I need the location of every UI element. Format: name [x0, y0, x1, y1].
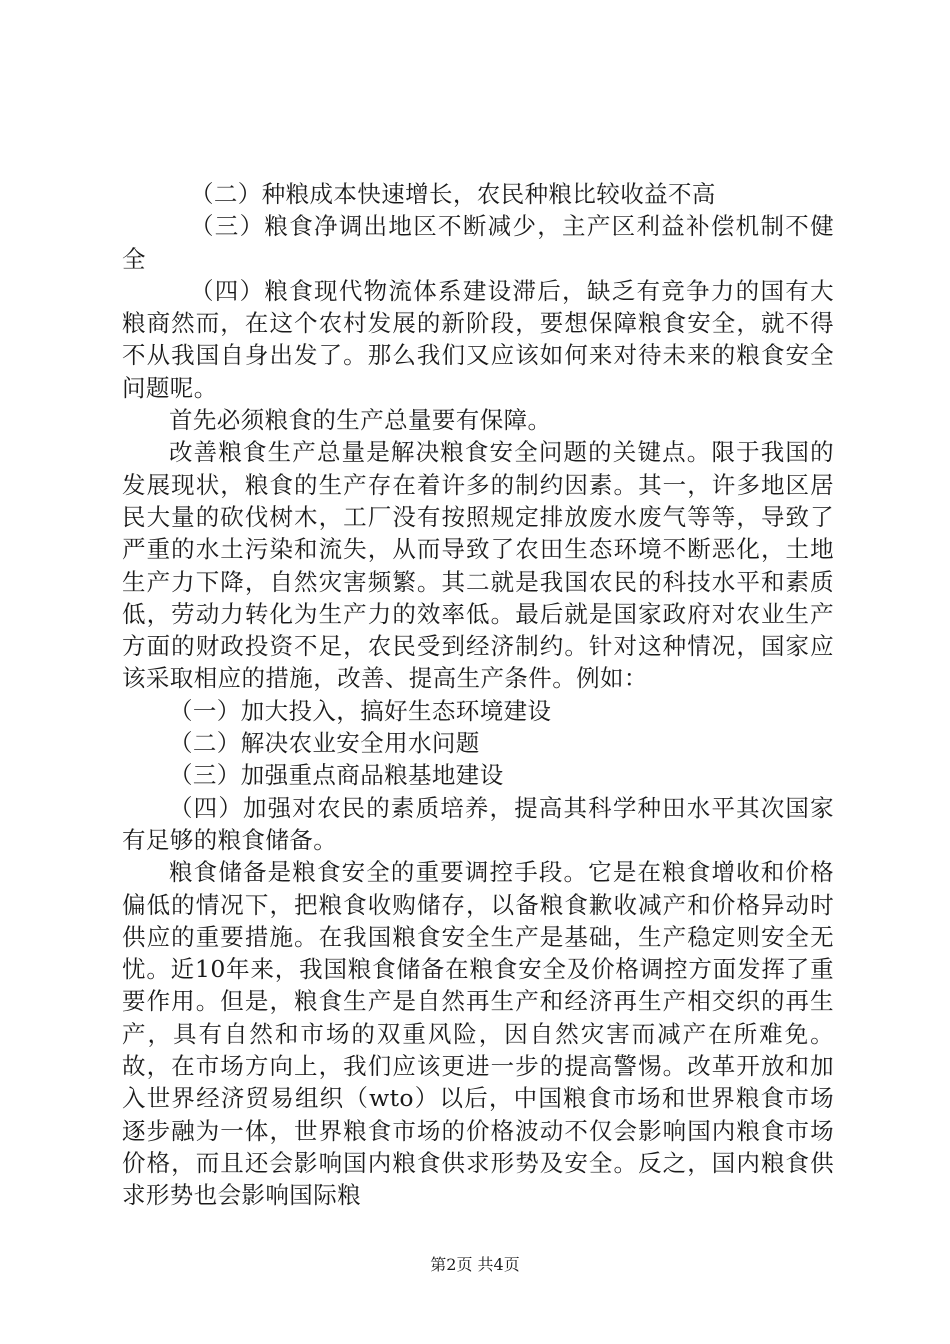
- paragraph: （二）种粮成本快速增长，农民种粮比较收益不高: [190, 180, 716, 208]
- page-number-label: 第2页 共4页: [430, 1255, 520, 1274]
- paragraph: 首先必须粮食的生产总量要有保障。: [169, 406, 552, 435]
- page-footer: [0, 1255, 950, 1275]
- paragraph: （一）加大投入，搞好生态环境建设: [169, 696, 552, 725]
- paragraph: （三）粮食净调出地区不断减少，主产区利益补偿机制不健全: [122, 212, 834, 273]
- paragraph: 粮食储备是粮食安全的重要调控手段。它是在粮食增收和价格偏低的情况下，把粮食收购储存，以备粮食歉收减产和价格异动时供应的重要措施。在我国粮食安全生产是基础，生产稳定则安全无忧。近10年来，我国粮食储备在粮食安全及价格调控方面发挥了重要作用。但是，粮食生产是自然再生产和经济再生产相交织的再生产，具有自然和市场的双重风险，因自然灾害而减产在所难免。故，在市场方向上，我们应该更进一步的提高警惕。改革开放和加入世界经济贸易组织（wto）以后，中国粮食市场和世界粮食市场逐步融为一体，世界粮食市场的价格波动不仅会影响国内粮食市场价格，而且还会影响国内粮食供求形势及安全。反之，国内粮食供求形势也会影响国际粮: [122, 858, 834, 1210]
- paragraph: （四）加强对农民的素质培养，提高其科学种田水平其次国家有足够的粮食储备。: [122, 793, 834, 854]
- paragraph: （四）粮食现代物流体系建设滞后，缺乏有竞争力的国有大粮商然而，在这个农村发展的新阶段，要想保障粮食安全，就不得不从我国自身出发了。那么我们又应该如何来对待未来的粮食安全问题呢。: [122, 276, 834, 402]
- paragraph: （三）加强重点商品粮基地建设: [169, 761, 504, 790]
- paragraph: （二）解决农业安全用水问题: [169, 729, 480, 758]
- document-body: [122, 178, 834, 1212]
- paragraph: 改善粮食生产总量是解决粮食安全问题的关键点。限于我国的发展现状，粮食的生产存在着许多的制约因素。其一，许多地区居民大量的砍伐树木，工厂没有按照规定排放废水废气等等，导致了严重的水土污染和流失，从而导致了农田生态环境不断恶化，土地生产力下降，自然灾害频繁。其二就是我国农民的科技水平和素质低，劳动力转化为生产力的效率低。最后就是国家政府对农业生产方面的财政投资不足，农民受到经济制约。针对这种情况，国家应该采取相应的措施，改善、提高生产条件。例如：: [122, 438, 834, 693]
